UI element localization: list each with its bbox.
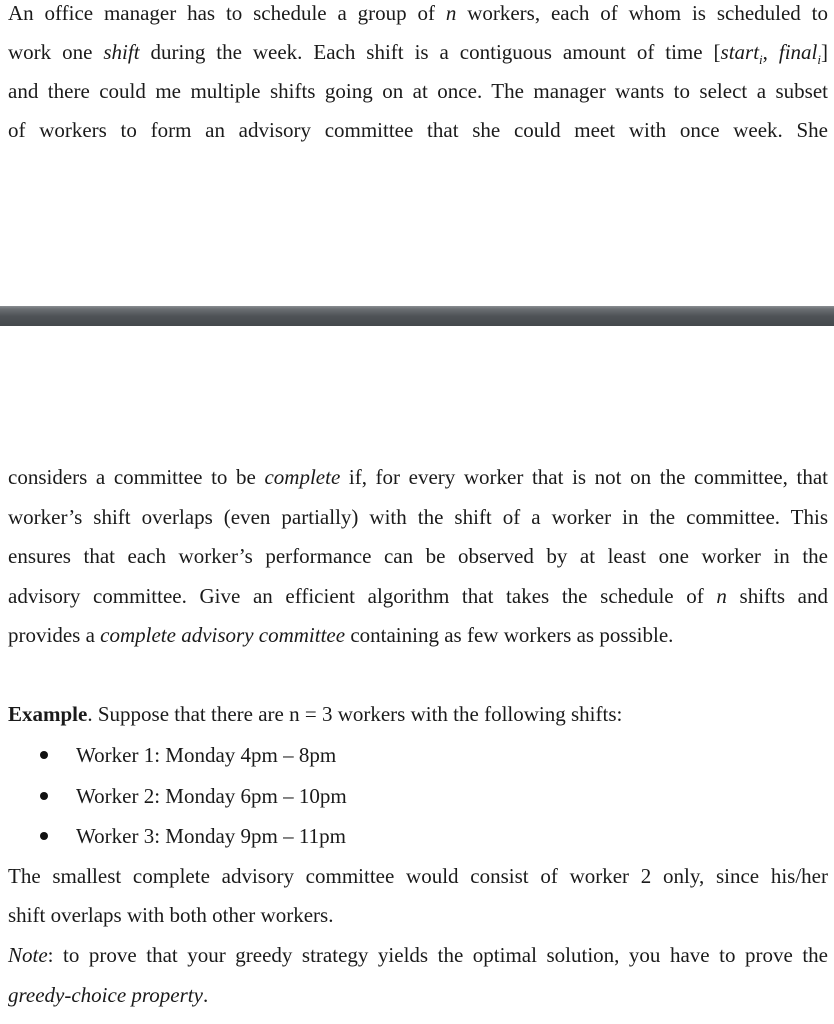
math-n: n	[445, 1, 457, 25]
paragraph-1-line-1	[8, 0, 828, 26]
text: during the week. Each shift is a contiguous amount of time [	[139, 40, 721, 64]
subscript-i: i	[817, 52, 822, 68]
text: ]	[821, 40, 829, 64]
bullet-icon	[40, 832, 48, 840]
subscript-i: i	[759, 52, 763, 68]
text: An office manager has to schedule a group of	[8, 1, 446, 25]
worker-list-item: Worker 3: Monday 9pm – 11pm	[76, 824, 346, 848]
page-break-divider	[0, 306, 834, 326]
paragraph-1-line-3: and there could me multiple shifts going on at once. The manager wants to select a subset	[8, 79, 828, 103]
math-n: n	[716, 584, 727, 608]
paragraph-2-line-2: worker’s shift overlaps (even partially) with the shift of a worker in the committee. This	[8, 505, 828, 529]
example-label: Example	[8, 702, 88, 726]
term-greedy-choice-property: greedy-choice property	[8, 983, 203, 1007]
math-final: final	[778, 40, 818, 64]
text: advisory committee. Give an efficient algorithm that takes the schedule of	[8, 584, 717, 608]
text: .	[202, 983, 209, 1007]
example-conclusion-line-2: shift overlaps with both other workers.	[8, 903, 334, 927]
term-shift: shift	[103, 40, 140, 64]
text: . Suppose that there are n = 3 workers with the following shifts:	[87, 702, 623, 726]
example-conclusion-line-1: The smallest complete advisory committee would consist of worker 2 only, since his/her	[8, 864, 828, 888]
text: workers, each of whom is scheduled to	[456, 1, 828, 25]
text: containing as few workers as possible.	[345, 623, 674, 647]
note-line-1	[8, 942, 828, 968]
paragraph-1-line-2	[8, 39, 828, 73]
term-complete: complete	[264, 465, 341, 489]
paragraph-2-line-1	[8, 464, 828, 490]
text: provides a	[8, 623, 101, 647]
paragraph-1-line-4: of workers to form an advisory committee that she could meet with once week. She	[8, 118, 828, 142]
worker-list-item: Worker 1: Monday 4pm – 8pm	[76, 743, 337, 767]
text: if, for every worker that is not on the committee, that	[340, 465, 828, 489]
text: ,	[762, 40, 779, 64]
note-label: Note	[8, 943, 48, 967]
text: work one	[8, 40, 104, 64]
bullet-icon	[40, 792, 48, 800]
note-line-2	[8, 982, 828, 1008]
worker-list-item: Worker 2: Monday 6pm – 10pm	[76, 784, 347, 808]
text: : to prove that your greedy strategy yields the optimal solution, you have to prove the	[47, 943, 828, 967]
paragraph-2-line-5	[8, 622, 828, 648]
text: considers a committee to be	[8, 465, 265, 489]
bullet-icon	[40, 751, 48, 759]
math-start: start	[720, 40, 760, 64]
paragraph-2-line-4	[8, 583, 828, 609]
paragraph-2-line-3: ensures that each worker’s performance can be observed by at least one worker in the	[8, 544, 828, 568]
text: shifts and	[726, 584, 829, 608]
example-intro	[8, 701, 828, 727]
term-complete-advisory-committee: complete advisory committee	[100, 623, 346, 647]
